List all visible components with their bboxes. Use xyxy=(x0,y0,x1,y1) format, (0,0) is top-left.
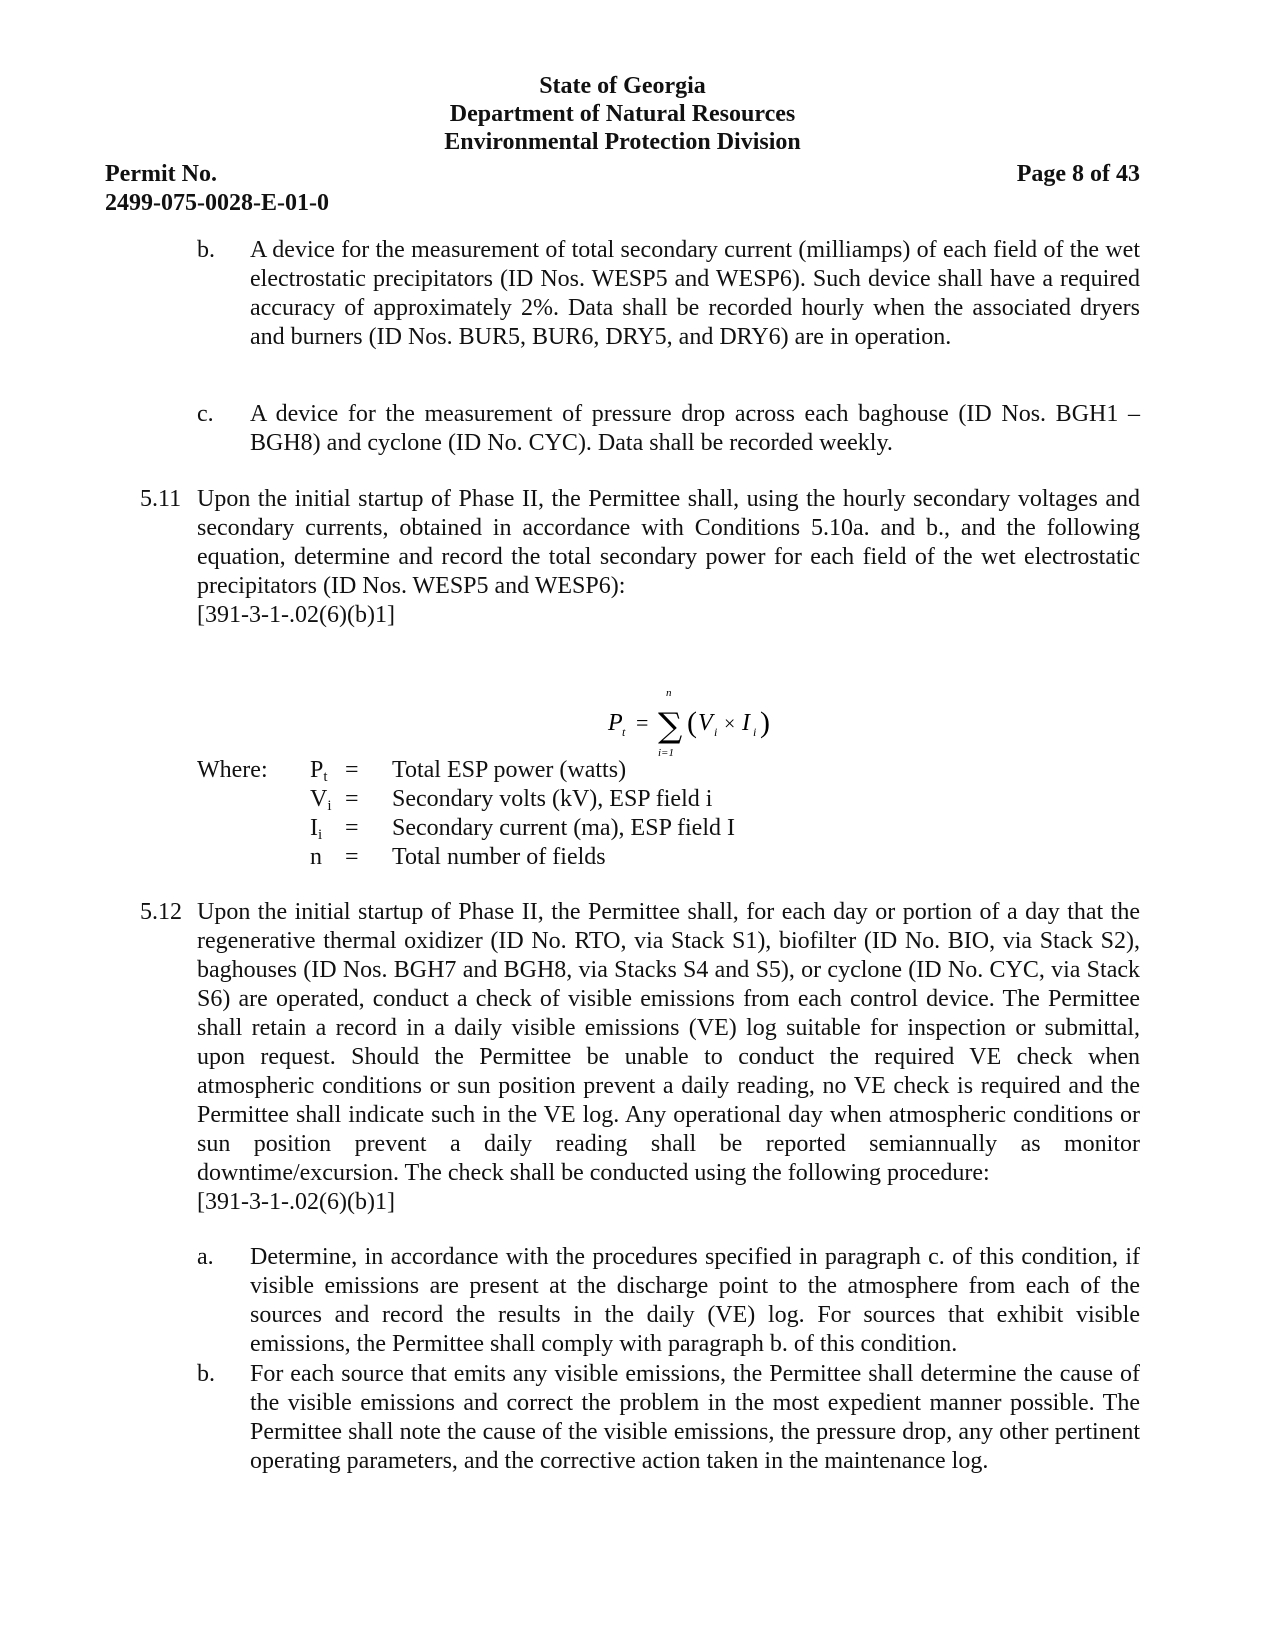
where-definition: Secondary volts (kV), ESP field i xyxy=(392,786,713,812)
where-symbol: $P_t$ xyxy=(310,757,328,785)
item-a-label: a. xyxy=(197,1244,214,1270)
agency-department: Department of Natural Resources xyxy=(449,101,796,127)
permit-block xyxy=(105,160,329,218)
page-number: Page 8 of 43 xyxy=(1016,161,1140,187)
where-equals: = xyxy=(345,844,359,870)
where-definition: Total number of fields xyxy=(392,844,606,870)
where-equals: = xyxy=(345,786,359,812)
where-symbol: n xyxy=(310,844,322,870)
item-a-text: Determine, in accordance with the procedures specified in paragraph c. of this condition, if visible emissions are present at the discharge point to the atmosphere from each of the sources and record the results in the daily (VE) log. For sources that exhibit visible emissions, the Permittee shall comply with paragraph b. of this condition. xyxy=(250,1244,1140,1357)
eq-times: × xyxy=(724,713,736,735)
where-equals: = xyxy=(345,815,359,841)
item-b2-label: b. xyxy=(197,1361,215,1387)
item-b-text: A device for the measurement of total secondary current (milliamps) of each field of the wet electrostatic precipitators (ID Nos. WESP5 and WESP6). Such device shall have a required accuracy of approximately 2%. Data shall be recorded hourly when the associated dryers and burners (ID Nos. BUR5, BUR6, DRY5, and DRY6) are in operation. xyxy=(250,237,1140,350)
eq-i: I xyxy=(742,710,750,736)
where-symbol: $V_i$ xyxy=(310,786,332,814)
section-5-12-reference: [391-3-1-.02(6)(b)1] xyxy=(197,1189,395,1215)
item-b-label: b. xyxy=(197,237,215,263)
agency-state: State of Georgia xyxy=(539,73,706,99)
section-5-11-reference: [391-3-1-.02(6)(b)1] xyxy=(197,602,395,628)
eq-sum-upper: n xyxy=(666,687,672,699)
where-definition: Total ESP power (watts) xyxy=(392,757,627,783)
power-equation-graphic xyxy=(600,687,800,760)
eq-lhs: P xyxy=(608,710,623,736)
permit-number: 2499-075-0028-E-01-0 xyxy=(105,190,329,216)
where-symbol: $I_i$ xyxy=(310,815,323,843)
eq-lhs-sub: t xyxy=(622,725,626,739)
eq-sigma: ∑ xyxy=(658,706,683,746)
section-5-12-text: Upon the initial startup of Phase II, the Permittee shall, for each day or portion of a day that the regenerative thermal oxidizer (ID No. RTO, via Stack S1), biofilter (ID No. BIO, via Stack S2), baghouses (ID Nos. BGH7 and BGH8, via Stacks S4 and S5), or cyclone (ID No. CYC, via Stack S6) are operated, conduct a check of visible emissions from each control device. The Permittee shall retain a record in a daily visible emissions (VE) log suitable for inspection or submittal, upon request. Should the Permittee be unable to conduct the required VE check when atmospheric conditions or sun position prevent a daily reading, no VE check is required and the Permittee shall indicate such in the VE log. Any operational day when atmospheric conditions or sun position prevent a daily reading shall be reported semiannually as monitor downtime/excursion. The check shall be conducted using the following procedure: xyxy=(197,899,1140,1186)
section-5-12-label: 5.12 xyxy=(140,899,182,925)
eq-sum-lower: i=1 xyxy=(658,747,674,759)
item-c-label: c. xyxy=(197,401,214,427)
eq-open-paren: ( xyxy=(687,706,697,739)
agency-header xyxy=(0,72,1245,156)
section-5-11-label: 5.11 xyxy=(140,486,182,512)
where-definition: Secondary current (ma), ESP field I xyxy=(392,815,735,841)
eq-close-paren: ) xyxy=(760,706,770,739)
item-c-text: A device for the measurement of pressure drop across each baghouse (ID Nos. BGH1 – BGH8) and cyclone (ID No. CYC). Data shall be recorded weekly. xyxy=(250,401,1140,456)
where-equals: = xyxy=(345,757,359,783)
eq-v: V xyxy=(698,710,713,736)
eq-equals: = xyxy=(636,710,649,735)
eq-i-sub: i xyxy=(753,725,757,739)
eq-v-sub: i xyxy=(714,725,718,739)
where-label: Where: xyxy=(197,757,268,783)
section-5-11-text: Upon the initial startup of Phase II, the Permittee shall, using the hourly secondary voltages and secondary currents, obtained in accordance with Conditions 5.10a. and b., and the following equation, determine and record the total secondary power for each field of the wet electrostatic precipitators (ID Nos. WESP5 and WESP6): xyxy=(197,486,1140,599)
power-equation xyxy=(600,687,800,760)
item-b2-text: For each source that emits any visible emissions, the Permittee shall determine the cause of the visible emissions and correct the problem in the most expedient manner possible. The Permittee shall note the cause of the visible emissions, the pressure drop, any other pertinent operating parameters, and the corrective action taken in the maintenance log. xyxy=(250,1361,1140,1474)
agency-division: Environmental Protection Division xyxy=(444,129,801,155)
permit-label: Permit No. xyxy=(105,161,217,187)
